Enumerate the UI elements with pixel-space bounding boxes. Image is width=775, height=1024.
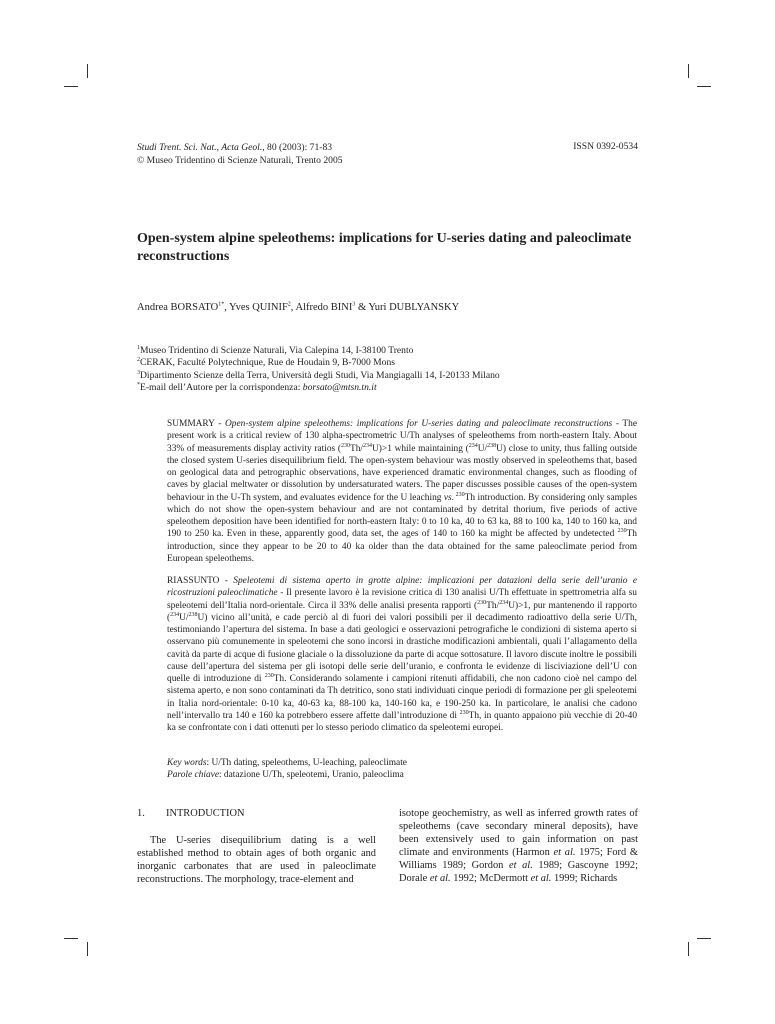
key-words-line [167,757,407,769]
affiliation-marker: * [137,382,140,389]
riassunto-text: Th, in quanto appaiono più vecchie di 20-40 ka se confrontate con i dati ottenuti per lo stesso periodo climatico da speleotemi europei. [167,710,638,733]
riassunto-text: - Il presente lavoro è la revisione critica di 130 analisi U/Th effettuate in spettrometria alfa su speleotemi dell’Italia nord-orientale. Circa il 33% delle analisi presenta rapporti ( [167,588,637,611]
riassunto-label: RIASSUNTO - [167,576,234,586]
riassunto-text: Th. Considerando solamente i campioni ritenuti affidabili, che non cadono cioè nel campo del sistema aperto, e non sono contaminati da Th detritico, sono stati individuati cinque periodi di formazione per gli speleotemi in Italia nord-orientale: 0-10 ka, 40-63 ka, 88-100 ka, 140-160 ka, e 190-250 ka. In particolare, le analisi che cadono nell’intervallo tra 140 e 160 ka potrebbero essere affette dall’introduzione di [167,674,637,721]
key-words-text: : U/Th dating, speleothems, U-leaching, paleoclimate [206,758,407,768]
body-column-right [399,808,638,885]
isotope-superscript: 230 [477,599,487,606]
isotope-superscript: 234 [170,611,180,618]
affiliations [137,345,500,395]
author-name: , Alfredo BINI [290,302,353,313]
key-words-label: Key words [167,758,207,768]
isotope-superscript: 230 [341,442,350,449]
isotope-superscript: 230 [459,709,469,716]
affiliation-marker: 3 [137,369,140,376]
section-heading [137,808,376,821]
isotope-superscript: 238 [487,442,497,449]
isotope-superscript: 230 [617,528,627,535]
author-name: , Yves QUINIF [224,302,288,313]
riassunto-text: U/ [179,612,189,623]
isotope-superscript: 234 [499,599,509,606]
parole-chiave-line [167,769,407,781]
email-address[interactable]: borsato@mtsn.tn.it [302,382,377,394]
body-text: 1989; Gascoyne 1992; Dorale [399,859,638,884]
isotope-superscript: 234 [468,442,478,449]
isotope-superscript: 230 [454,491,465,498]
crop-mark [64,86,78,87]
parole-chiave-text: : datazione U/Th, speleotemi, Uranio, paleoclima [218,770,404,781]
summary-text: vs. [443,492,455,503]
body-text: isotope geochemistry, as well as inferred growth rates of speleothems (cave secondary mineral deposits), have been extensively used to gain information on past climate and environments (Harmon [399,808,638,858]
email-label: E-mail dell’Autore per la corrispondenza: [140,382,303,394]
crop-mark [688,942,689,956]
paper-title: Open-system alpine speleothems: implications for U-series dating and paleoclimate reconstructions [137,231,632,264]
body-paragraph [399,808,638,885]
crop-mark [87,64,88,78]
riassunto-text: Th/ [486,600,500,611]
isotope-superscript: 230 [264,672,274,679]
riassunto-abstract [167,575,637,734]
keywords-block [167,757,407,782]
section-number: 1. [137,808,145,819]
affiliation-line [137,345,500,357]
crop-mark [697,938,711,939]
body-text: et al. [553,846,576,858]
body-text: et al. [508,859,533,871]
summary-text: Th introduction. By considering only samples which do not show the open-system behaviour and are not contaminated by detrital thorium, five periods of active speleothem deposition have been identified for north-eastern Italy: 0 to 10 ka, 40 to 63 ka, 88 to 100 ka, 140 to 160 ka, and 190 to 250 ka. Even in these, apparently good, data set, the ages of 140 to 160 ka might be affected by undetected [167,492,638,540]
body-text: et al. [429,872,451,884]
affiliation-marker: 2 [137,357,140,364]
riassunto-text: U)>1, pur mantenendo il rapporto ( [167,600,637,623]
summary-abstract [167,418,637,565]
body-paragraph: The U-series disequilibrium dating is a well established method to obtain ages of both organic and inorganic carbonates that are used in paleoclimate reconstructions. The morphology, trace-element and [137,834,376,885]
summary-text: U) close to unity, thus falling outside the closed system U-series disequilibrium field. The open-system behaviour was mostly observed in speleothems that, based on geological data and petrographic observations, have experienced dramatic environmental changes, such as flooding of caves by glacial meltwater or dissolution by undersaturated waters. The paper discusses possible causes of the open-system behaviour in the U-Th system, and evaluates evidence for the U leaching [167,443,637,503]
affiliation-marker: 2 [287,301,291,308]
journal-name: Studi Trent. Sci. Nat., Acta Geol. [137,142,263,153]
affiliation-marker: 3 [352,301,356,308]
crop-mark [697,86,711,87]
parole-chiave-label: Parole chiave [167,770,219,781]
crop-mark [87,942,88,956]
issn: ISSN 0392-0534 [573,141,638,152]
body-text: et al. [530,872,552,884]
isotope-superscript: 238 [188,611,198,618]
body-text: 1999; Richards [551,872,618,884]
crop-mark [688,64,689,78]
body-text: 1975; Ford & Williams 1989; Gordon [399,846,638,871]
summary-label: SUMMARY - [167,419,226,429]
journal-volume: , 80 (2003): 71-83 [262,142,333,153]
author-list [137,302,459,313]
affiliation-marker: 1 [137,344,140,351]
summary-text: U/ [477,443,488,454]
riassunto-text: U) vicino all’unità, e cade perciò al di fuori dei valori possibili per il decadimento radioattivo della serie U/Th, testimoniando l’apertura del sistema. In base a dati geologici e osservazioni petrografiche le condizioni di sistema aperto si osservano più comunemente in speleotemi che sono incorsi in drastiche modificazioni ambientali, quali l’allagamento della cavità da parte di acque di fusione glaciale o la dissoluzione da parte di acque sottosature. Il lavoro discute inoltre le possibili cause dell’apertura del sistema per gli isotopi delle serie dell’uranio, e confronta le evidenze di lisciviazione dell’U con quelle di introduzione di [167,612,637,684]
affiliation-marker: 1* [218,301,225,308]
corresponding-email-line [137,382,500,394]
affiliation-line [137,357,500,369]
riassunto-title: Speleotemi di sistema aperto in grotte alpine: implicazioni per datazioni della serie dell’uranio e ricostruzioni paleoclimatiche [167,576,637,599]
crop-mark [64,938,78,939]
summary-title: Open-system alpine speleothems: implications for U-series dating and paleoclimate reconstructions [225,419,613,429]
isotope-superscript: 234 [363,442,373,449]
body-column-left [137,808,376,887]
summary-text: Th introduction, since they appear to be 20 to 40 ka older than the data obtained for the same paleoclimate period from European speleothems. [167,529,637,564]
section-title: INTRODUCTION [166,808,245,819]
body-text: 1992; McDermott [450,872,531,884]
affiliation-text: Museo Tridentino di Scienze Naturali, Via Calepina 14, I-38100 Trento [140,345,414,356]
affiliation-line [137,370,500,382]
summary-text: - The present work is a critical review of 130 alpha-spectrometric U/Th analyses of speleothems from north-eastern Italy. About 33% of measurements display activity ratios ( [167,419,638,454]
affiliation-text: Dipartimento Scienze della Terra, Università degli Studi, Via Mangiagalli 14, I-20133 Milano [140,369,500,381]
summary-text: Th/ [350,443,364,454]
author-name: & Yuri DUBLYANSKY [355,302,460,313]
affiliation-text: CERAK, Faculté Polytechnique, Rue de Houdain 9, B-7000 Mons [140,357,396,369]
author-name: Andrea BORSATO [137,302,219,313]
journal-citation [137,141,343,167]
summary-text: U)>1 while maintaining ( [372,443,469,454]
copyright-line: © Museo Tridentino di Scienze Naturali, Trento 2005 [137,155,343,166]
